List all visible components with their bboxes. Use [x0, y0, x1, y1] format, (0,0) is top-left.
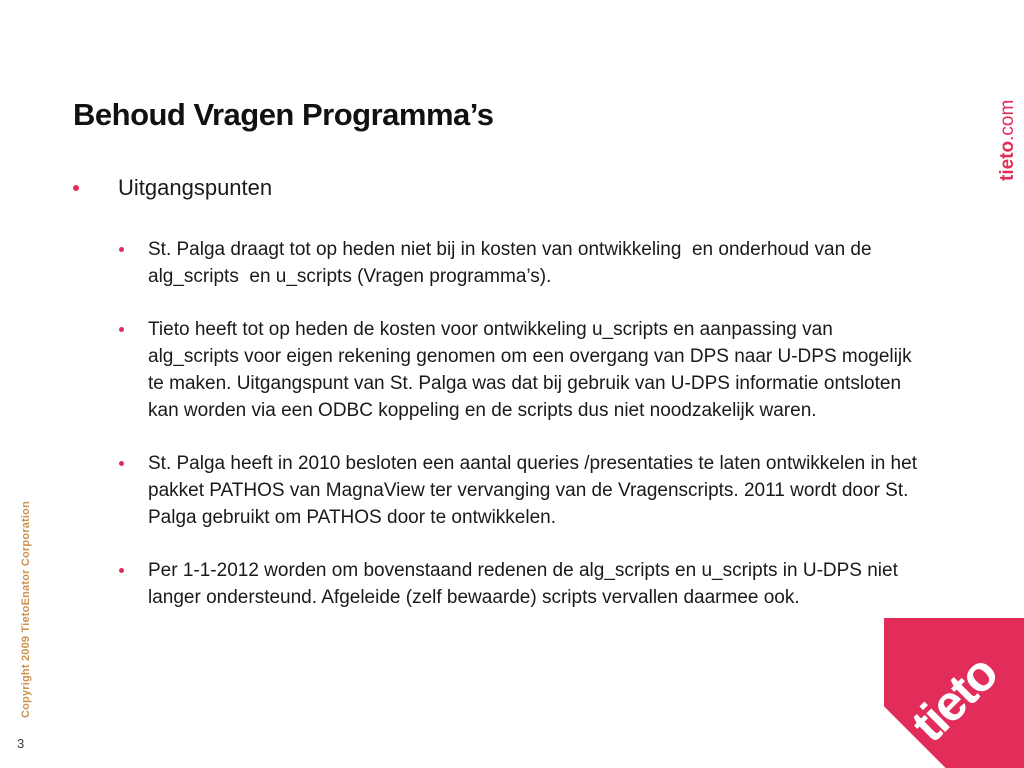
- list-item: Tieto heeft tot op heden de kosten voor ontwikkeling u_scripts en aanpassing van alg_scripts voor eigen rekening genomen om een overgang van DPS naar U-DPS mogelijk te maken. Uitgangspunt van St. Palga was dat bij gebruik van U-DPS informatie ontsloten kan worden via een ODBC koppeling en de scripts dus niet noodzakelijk waren.: [118, 316, 918, 424]
- bullet-level2-list: [118, 236, 923, 637]
- bullet-dot-icon: [73, 185, 79, 191]
- bullet-level1: [73, 175, 272, 201]
- tieto-com-vertical-label: [998, 85, 1018, 181]
- list-item: St. Palga heeft in 2010 besloten een aantal queries /presentaties te laten ontwikkelen in het pakket PATHOS van MagnaView ter vervanging van de Vragenscripts. 2011 wordt door St. Palga gebruikt om PATHOS door te ontwikkelen.: [118, 450, 918, 531]
- bullet-level1-label: Uitgangspunten: [118, 175, 273, 200]
- tieto-logo-text: tieto: [900, 645, 1008, 753]
- page-number: 3: [17, 736, 25, 751]
- tieto-logo: [884, 618, 1024, 768]
- tieto-com-bold-part: tieto: [997, 140, 1018, 181]
- slide-title: Behoud Vragen Programma’s: [73, 96, 494, 132]
- copyright-vertical-label: Copyright 2009 TietoEnator Corporation: [20, 500, 32, 718]
- tieto-com-rest-part: .com: [997, 99, 1018, 141]
- list-item: Per 1-1-2012 worden om bovenstaand redenen de alg_scripts en u_scripts in U-DPS niet langer ondersteund. Afgeleide (zelf bewaarde) scripts vervallen daarmee ook.: [118, 557, 918, 611]
- list-item: St. Palga draagt tot op heden niet bij in kosten van ontwikkeling en onderhoud van de alg_scripts en u_scripts (Vragen programma’s).: [118, 236, 918, 290]
